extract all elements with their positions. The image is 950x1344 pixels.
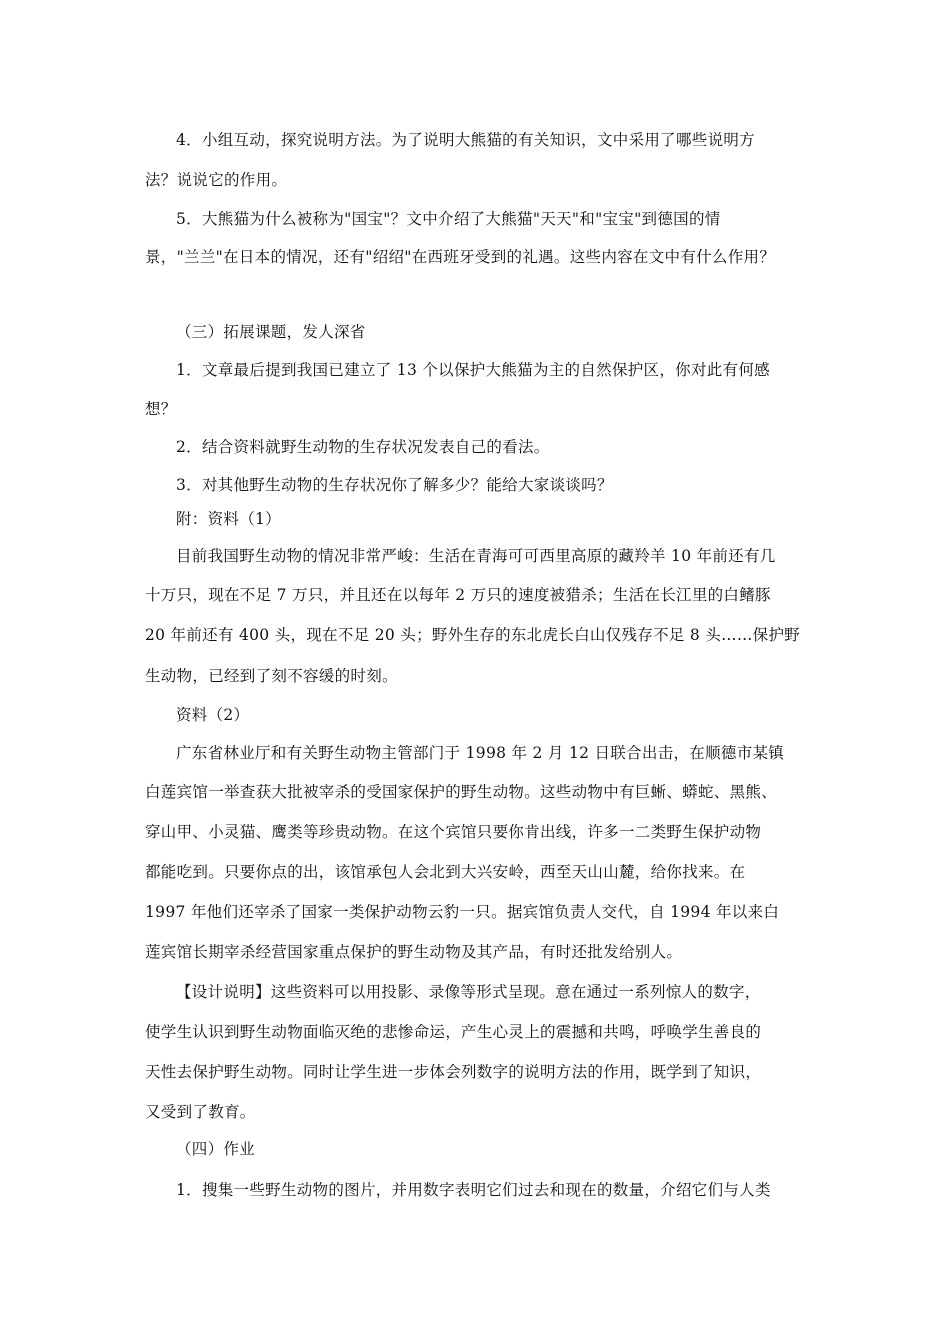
appendix-2-line-4: 都能吃到。只要你点的出，该馆承包人会北到大兴安岭，西至天山山麓，给你找来。在: [145, 863, 746, 881]
appendix-2-line-3: 穿山甲、小灵猫、鹰类等珍贵动物。在这个宾馆只要你肯出线，许多一二类野生保护动物: [145, 823, 762, 841]
question-5-line-1: 5．大熊猫为什么被称为"国宝"？文中介绍了大熊猫"天天"和"宝宝"到德国的情: [176, 210, 721, 228]
section-3-item-2: 2．结合资料就野生动物的生存状况发表自己的看法。: [176, 438, 550, 456]
section-4-heading: （四）作业: [176, 1140, 256, 1158]
question-5-line-2: 景，"兰兰"在日本的情况，还有"绍绍"在西班牙受到的礼遇。这些内容在文中有什么作用？: [145, 248, 776, 266]
design-note-line-2: 使学生认识到野生动物面临灭绝的悲惨命运，产生心灵上的震撼和共鸣，呼唤学生善良的: [145, 1023, 762, 1041]
appendix-1-label: 附：资料（1）: [176, 510, 281, 528]
appendix-2-line-6: 莲宾馆长期宰杀经营国家重点保护的野生动物及其产品，有时还批发给别人。: [145, 943, 683, 961]
question-4-line-1: 4．小组互动，探究说明方法。为了说明大熊猫的有关知识，文中采用了哪些说明方: [176, 131, 755, 149]
section-3-item-1-line-2: 想？: [145, 400, 177, 418]
appendix-1-line-2: 十万只，现在不足 7 万只，并且还在以每年 2 万只的速度被猎杀；生活在长江里的白鳍豚: [145, 586, 771, 604]
design-note-line-3: 天性去保护野生动物。同时让学生进一步体会列数字的说明方法的作用，既学到了知识，: [145, 1063, 762, 1081]
appendix-1-line-1: 目前我国野生动物的情况非常严峻：生活在青海可可西里高原的藏羚羊 10 年前还有几: [176, 547, 776, 565]
appendix-2-label: 资料（2）: [176, 706, 250, 724]
appendix-2-line-1: 广东省林业厅和有关野生动物主管部门于 1998 年 2 月 12 日联合出击，在顺德市某镇: [176, 744, 785, 762]
section-3-item-3: 3．对其他野生动物的生存状况你了解多少？能给大家谈谈吗？: [176, 476, 613, 494]
appendix-2-line-2: 白莲宾馆一举查获大批被宰杀的受国家保护的野生动物。这些动物中有巨蜥、蟒蛇、黑熊、: [145, 783, 778, 801]
section-3-heading: （三）拓展课题，发人深省: [176, 323, 366, 341]
appendix-2-line-5: 1997 年他们还宰杀了国家一类保护动物云豹一只。据宾馆负责人交代，自 1994 年以来白: [145, 903, 780, 921]
design-note-line-4: 又受到了教育。: [145, 1103, 256, 1121]
section-3-item-1-line-1: 1．文章最后提到我国已建立了 13 个以保护大熊猫为主的自然保护区，你对此有何感: [176, 361, 770, 379]
appendix-1-line-4: 生动物，已经到了刻不容缓的时刻。: [145, 667, 398, 685]
appendix-1-line-3: 20 年前还有 400 头，现在不足 20 头；野外生存的东北虎长白山仅残存不足 8 头……保护野: [145, 626, 801, 644]
question-4-line-2: 法？说说它的作用。: [145, 171, 288, 189]
design-note-line-1: 【设计说明】这些资料可以用投影、录像等形式呈现。意在通过一系列惊人的数字，: [176, 983, 761, 1001]
section-4-item-1: 1．搜集一些野生动物的图片，并用数字表明它们过去和现在的数量，介绍它们与人类: [176, 1181, 771, 1199]
